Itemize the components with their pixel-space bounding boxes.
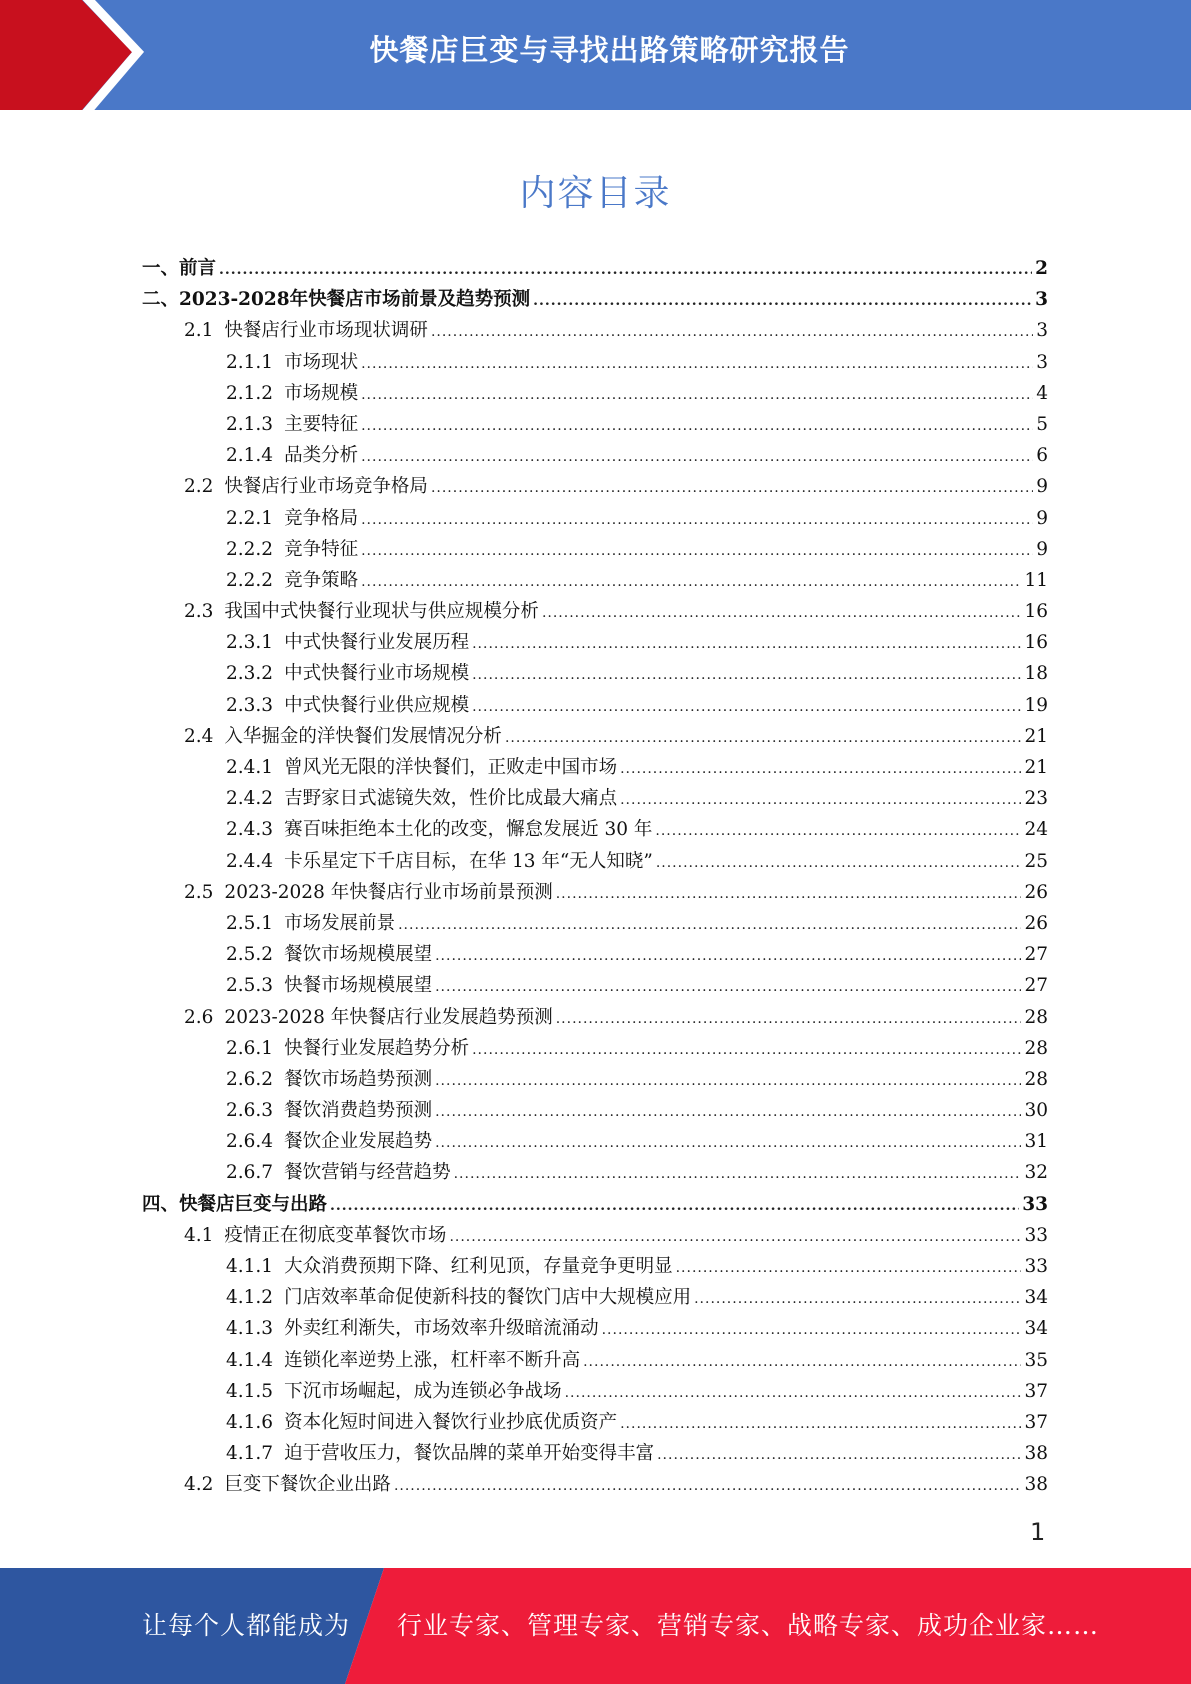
toc-entry-title: 入华掘金的洋快餐们发展情况分析 [224,725,502,747]
toc-dot-leader [583,1347,1021,1378]
toc-dot-leader [435,1097,1021,1128]
toc-entry[interactable] [142,1064,1048,1095]
toc-entry[interactable] [142,1313,1048,1344]
toc-entry-page: 3 [1036,351,1048,373]
toc-entry-number: 2.5.3 [226,975,274,997]
toc-entry-number: 2.6.4 [226,1131,274,1153]
toc-entry-title: 赛百味拒绝本土化的改变，懈怠发展近 30 年 [284,819,653,841]
toc-entry[interactable] [142,1407,1048,1438]
toc-entry-page: 34 [1024,1318,1048,1340]
toc-entry[interactable] [142,1126,1048,1157]
toc-entry[interactable] [142,1157,1048,1188]
toc-entry[interactable] [142,908,1048,939]
toc-entry-number: 2.4.2 [226,788,274,810]
toc-dot-leader [655,816,1021,847]
toc-entry-number: 2.1 [184,320,214,342]
toc-entry[interactable] [142,284,1048,315]
toc-dot-leader [656,848,1022,879]
toc-entry-title: 中式快餐行业发展历程 [284,632,470,654]
toc-entry[interactable] [142,440,1048,471]
toc-entry-title: 外卖红利渐失，市场效率升级暗流涌动 [284,1318,599,1340]
toc-entry-title: 四、快餐店巨变与出路 [142,1193,328,1215]
toc-dot-leader [620,1409,1021,1440]
toc-entry-page: 5 [1036,413,1048,435]
toc-entry-page: 38 [1024,1474,1048,1496]
toc-entry[interactable] [142,939,1048,970]
toc-dot-leader [620,754,1021,785]
toc-list [142,253,1048,1501]
page-footer [0,1568,1191,1684]
toc-entry-page: 34 [1024,1287,1048,1309]
toc-entry-number: 4.1.5 [226,1380,274,1402]
toc-entry-number: 2.6.3 [226,1100,274,1122]
toc-dot-leader [472,692,1021,723]
toc-entry-number: 2.6.2 [226,1068,274,1090]
toc-entry-page: 11 [1024,569,1048,591]
toc-entry-page: 31 [1024,1131,1048,1153]
toc-entry-number: 2.5.2 [226,944,274,966]
toc-dot-leader [472,660,1021,691]
toc-entry-title: 吉野家日式滤镜失效，性价比成最大痛点 [284,788,618,810]
toc-entry[interactable] [142,315,1048,346]
toc-entry-page: 16 [1024,632,1048,654]
toc-entry-title: 餐饮营销与经营趋势 [284,1162,451,1184]
toc-entry-page: 25 [1024,850,1048,872]
toc-entry-title: 品类分析 [284,445,359,467]
toc-entry-page: 32 [1024,1162,1048,1184]
toc-entry[interactable] [142,1376,1048,1407]
toc-entry-page: 23 [1024,788,1048,810]
footer-slogan-right: 行业专家、管理专家、营销专家、战略专家、成功企业家…… [397,1611,1100,1640]
toc-entry-title: 中式快餐行业供应规模 [284,694,470,716]
toc-entry-page: 27 [1024,944,1048,966]
toc-entry[interactable] [142,1345,1048,1376]
toc-dot-leader [219,255,1032,286]
toc-dot-leader [361,442,1033,473]
toc-entry[interactable] [142,721,1048,752]
toc-entry-number: 2.5.1 [226,912,274,934]
toc-entry-number: 4.1.2 [226,1287,274,1309]
toc-entry-number: 2.4.4 [226,850,274,872]
toc-entry-page: 38 [1024,1443,1048,1465]
toc-entry-page: 3 [1036,320,1048,342]
toc-entry-number: 4.1.6 [226,1411,274,1433]
toc-entry-title: 2023-2028 年快餐店行业市场前景预测 [224,881,553,903]
toc-entry-number: 2.1.2 [226,382,274,404]
toc-dot-leader [431,473,1033,504]
toc-entry-title: 快餐店行业市场现状调研 [224,320,428,342]
toc-entry-title: 2023-2028 年快餐店行业发展趋势预测 [224,1006,553,1028]
toc-entry[interactable] [142,471,1048,502]
toc-entry-number: 2.3 [184,601,214,623]
toc-entry-title: 市场发展前景 [284,912,396,934]
toc-entry[interactable] [142,596,1048,627]
toc-entry-title: 曾风光无限的洋快餐们，正败走中国市场 [284,757,618,778]
toc-entry-page: 33 [1024,1224,1048,1246]
toc-entry-page: 35 [1024,1349,1048,1371]
toc-entry[interactable] [142,627,1048,658]
toc-dot-leader [435,1128,1021,1159]
toc-entry-number: 2.4 [184,725,214,747]
toc-entry[interactable] [142,877,1048,908]
toc-entry-title: 二、2023-2028年快餐店市场前景及趋势预测 [142,289,531,311]
report-title: 快餐店巨变与寻找出路策略研究报告 [369,33,850,67]
toc-entry-page: 26 [1024,881,1048,903]
toc-dot-leader [602,1315,1022,1346]
toc-entry-page: 9 [1036,507,1048,529]
toc-entry-title: 巨变下餐饮企业出路 [224,1474,391,1496]
toc-entry-number: 2.1.1 [226,351,274,373]
toc-entry-page: 6 [1036,445,1048,467]
toc-entry[interactable] [142,783,1048,814]
toc-entry-page: 27 [1024,975,1048,997]
toc-dot-leader [556,879,1022,910]
toc-entry-page: 28 [1024,1006,1048,1028]
toc-entry-number: 2.2 [184,476,214,498]
toc-entry-number: 2.6 [184,1006,214,1028]
toc-entry-title: 资本化短时间进入餐饮行业抄底优质资产 [284,1411,618,1433]
toc-dot-leader [620,785,1021,816]
toc-entry-title: 一、前言 [142,258,217,279]
toc-entry-number: 2.6.7 [226,1162,274,1184]
toc-entry-number: 2.2.2 [226,569,274,591]
toc-entry-number: 4.1.7 [226,1443,274,1465]
toc-entry-page: 21 [1024,725,1048,747]
toc-entry[interactable] [142,814,1048,845]
toc-entry-page: 24 [1024,819,1048,841]
toc-entry-number: 2.2.2 [226,538,274,560]
toc-entry[interactable] [142,1282,1048,1313]
toc-entry[interactable] [142,347,1048,378]
toc-entry-page: 9 [1036,476,1048,498]
toc-entry[interactable] [142,1438,1048,1469]
toc-entry[interactable] [142,1251,1048,1282]
toc-entry-title: 餐饮市场趋势预测 [284,1068,433,1090]
page-number: 1 [1030,1518,1046,1546]
toc-dot-leader [676,1253,1022,1284]
toc-entry-title: 下沉市场崛起，成为连锁必争战场 [284,1380,562,1402]
toc-dot-leader [449,1222,1021,1253]
toc-dot-leader [394,1471,1022,1502]
toc-entry-title: 竞争策略 [284,569,359,591]
toc-entry-page: 28 [1024,1068,1048,1090]
toc-entry-number: 4.2 [184,1474,214,1496]
toc-entry-page: 28 [1024,1037,1048,1059]
toc-entry-title: 餐饮企业发展趋势 [284,1131,433,1153]
toc-entry[interactable] [142,1095,1048,1126]
toc-entry-title: 市场规模 [284,382,359,404]
toc-entry-number: 4.1.3 [226,1318,274,1340]
toc-entry-page: 30 [1024,1100,1048,1122]
toc-entry-number: 2.3.1 [226,632,274,654]
toc-entry[interactable] [142,846,1048,877]
toc-entry-title: 疫情正在彻底变革餐饮市场 [224,1224,447,1246]
toc-dot-leader [431,317,1033,348]
toc-dot-leader [533,286,1032,317]
toc-dot-leader [398,910,1021,941]
toc-entry-page: 9 [1036,538,1048,560]
toc-entry-title: 快餐市场规模展望 [284,975,433,997]
toc-entry-title: 餐饮市场规模展望 [284,944,433,966]
toc-entry[interactable] [142,1189,1048,1220]
toc-entry[interactable] [142,503,1048,534]
toc-entry[interactable] [142,1469,1048,1500]
toc-entry-page: 26 [1024,912,1048,934]
toc-entry-title: 门店效率革命促使新科技的餐饮门店中大规模应用 [284,1287,692,1309]
toc-entry-title: 卡乐星定下千店目标，在华 13 年“无人知晓” [284,850,653,872]
toc-entry[interactable] [142,690,1048,721]
toc-entry-page: 3 [1035,289,1048,311]
toc-entry-number: 4.1.1 [226,1256,274,1277]
toc-entry-page: 4 [1036,382,1048,404]
toc-entry-number: 2.3.2 [226,663,274,685]
toc-dot-leader [472,1035,1021,1066]
toc-entry-title: 快餐行业发展趋势分析 [284,1037,470,1059]
toc-entry[interactable] [142,253,1048,284]
toc-entry[interactable] [142,752,1048,783]
toc-entry[interactable] [142,658,1048,689]
toc-dot-leader [435,941,1021,972]
toc-entry-page: 37 [1024,1380,1048,1402]
toc-entry[interactable] [142,1220,1048,1251]
toc-entry[interactable] [142,534,1048,565]
toc-entry-number: 2.4.3 [226,819,274,841]
toc-entry-title: 我国中式快餐行业现状与供应规模分析 [224,601,539,623]
toc-entry-number: 2.6.1 [226,1037,274,1059]
toc-entry-page: 37 [1024,1411,1048,1433]
toc-entry-number: 2.5 [184,881,214,903]
toc-entry-title: 市场现状 [284,351,359,373]
toc-entry-title: 竞争特征 [284,538,359,560]
toc-entry-title: 大众消费预期下降、红利见顶，存量竞争更明显 [284,1256,673,1277]
toc-entry-page: 18 [1024,663,1048,685]
toc-entry-page: 2 [1035,258,1048,279]
toc-entry-title: 餐饮消费趋势预测 [284,1100,433,1122]
toc-dot-leader [361,536,1033,567]
toc-dot-leader [454,1159,1022,1190]
toc-dot-leader [542,598,1022,629]
toc-dot-leader [694,1284,1021,1315]
toc-entry-title: 中式快餐行业市场规模 [284,663,470,685]
toc-entry-title: 竞争格局 [284,507,359,529]
toc-entry-page: 16 [1024,601,1048,623]
toc-entry-page: 33 [1024,1256,1048,1277]
toc-dot-leader [435,972,1021,1003]
toc-entry-number: 4.1 [184,1224,214,1246]
toc-entry-title: 快餐店行业市场竞争格局 [224,476,428,498]
toc-dot-leader [556,1004,1022,1035]
toc-entry-title: 连锁化率逆势上涨，杠杆率不断升高 [284,1349,581,1371]
toc-dot-leader [330,1191,1019,1222]
toc-dot-leader [435,1066,1021,1097]
toc-entry[interactable] [142,565,1048,596]
toc-entry[interactable] [142,409,1048,440]
toc-entry-number: 2.4.1 [226,757,274,778]
toc-heading: 内容目录 [519,173,672,214]
toc-entry-number: 2.1.3 [226,413,274,435]
toc-dot-leader [361,505,1033,536]
page-header [0,0,1191,110]
toc-dot-leader [361,567,1021,598]
toc-dot-leader [361,380,1033,411]
toc-entry-number: 4.1.4 [226,1349,274,1371]
toc-dot-leader [505,723,1022,754]
toc-entry[interactable] [142,1002,1048,1033]
toc-dot-leader [361,411,1033,442]
toc-entry-number: 2.3.3 [226,694,274,716]
toc-entry-number: 2.1.4 [226,445,274,467]
toc-entry-page: 21 [1024,757,1048,778]
toc-entry[interactable] [142,1033,1048,1064]
toc-entry-number: 2.2.1 [226,507,274,529]
toc-entry[interactable] [142,970,1048,1001]
toc-entry-page: 33 [1022,1193,1048,1215]
toc-dot-leader [657,1440,1021,1471]
toc-dot-leader [361,349,1033,380]
toc-dot-leader [565,1378,1022,1409]
toc-entry-title: 迫于营收压力，餐饮品牌的菜单开始变得丰富 [284,1443,655,1465]
footer-slogan-left: 让每个人都能成为 [142,1611,351,1640]
toc-entry-title: 主要特征 [284,413,359,435]
toc-entry[interactable] [142,378,1048,409]
toc-entry-page: 19 [1024,694,1048,716]
toc-dot-leader [472,629,1021,660]
